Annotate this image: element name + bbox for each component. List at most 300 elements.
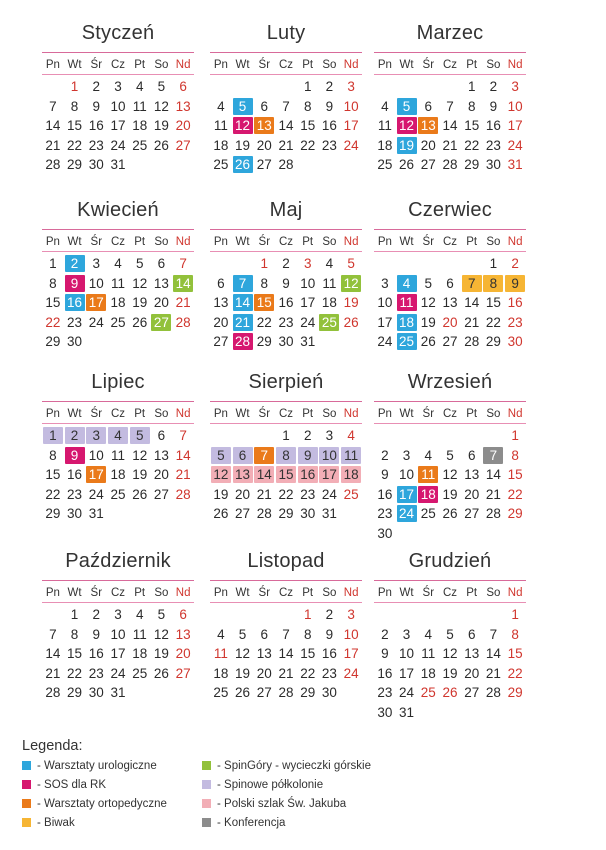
day-cell [319, 446, 341, 466]
weekday-header [210, 233, 362, 251]
day-cell [85, 446, 107, 466]
day-cell [42, 485, 64, 505]
day-cell [42, 254, 64, 274]
month-title: Październik [65, 550, 171, 572]
day-number: 5 [157, 79, 166, 94]
day-cell [340, 116, 362, 136]
weekday-divider [210, 251, 362, 252]
weekday-label: Pn [377, 408, 392, 420]
event-day: 21 [233, 314, 253, 331]
day-number: 19 [132, 295, 148, 310]
day-number: 10 [88, 447, 104, 463]
weekday-label: Nd [175, 236, 191, 248]
day-cell [483, 683, 505, 703]
day-number: 24 [110, 665, 126, 681]
week-row [374, 313, 526, 333]
day-cell [64, 274, 86, 294]
day-number: 3 [92, 256, 101, 271]
day-cell [340, 254, 362, 274]
day-cell [232, 504, 254, 524]
weekday-label: Pn [45, 59, 60, 71]
empty-cell [172, 332, 194, 352]
day-cell [461, 504, 483, 524]
weekday-label: Nd [507, 236, 523, 248]
weekday-header [42, 56, 194, 74]
legend-swatch [22, 818, 31, 827]
day-cell [172, 664, 194, 684]
day-cell [151, 465, 173, 485]
day-cell [319, 136, 341, 156]
day-number: 27 [464, 506, 480, 521]
empty-cell [151, 683, 173, 703]
day-number: 30 [278, 334, 294, 349]
day-cell [319, 254, 341, 274]
weekday-label: So [322, 408, 337, 420]
day-number: 25 [343, 486, 359, 502]
day-cell [504, 136, 526, 156]
weekday-label: Pn [377, 59, 392, 71]
day-cell [107, 293, 129, 313]
day-number: 12 [153, 626, 169, 642]
day-number: 26 [399, 157, 415, 172]
day-cell [253, 116, 275, 136]
month-title-divider [210, 401, 362, 402]
legend-title: Legenda: [22, 738, 83, 754]
day-number: 20 [153, 295, 169, 310]
day-cell [297, 426, 319, 446]
day-cell [461, 664, 483, 684]
day-cell [253, 485, 275, 505]
day-cell [461, 77, 483, 97]
empty-cell [396, 254, 418, 274]
day-number: 4 [424, 447, 433, 463]
day-number: 8 [70, 98, 79, 114]
empty-cell [253, 605, 275, 625]
day-cell [64, 77, 86, 97]
day-cell [374, 313, 396, 333]
empty-cell [340, 332, 362, 352]
empty-cell [374, 254, 396, 274]
day-number: 12 [420, 295, 436, 310]
day-number: 8 [303, 98, 312, 114]
day-cell [42, 313, 64, 333]
event-day: 5 [211, 447, 231, 464]
weekday-label: Śr [422, 408, 435, 420]
empty-cell [129, 683, 151, 703]
day-number: 18 [110, 295, 126, 310]
day-number: 31 [321, 506, 337, 521]
day-number: 3 [114, 607, 122, 622]
day-number: 9 [489, 98, 498, 114]
week-row [42, 426, 194, 446]
day-cell [483, 504, 505, 524]
day-cell [439, 332, 461, 352]
day-cell [374, 664, 396, 684]
legend-item [22, 776, 202, 793]
day-number: 2 [282, 256, 290, 271]
day-number: 24 [377, 334, 393, 349]
day-cell [210, 683, 232, 703]
day-cell [439, 664, 461, 684]
day-number: 18 [420, 665, 436, 681]
week-row [374, 485, 526, 505]
month-title-divider [42, 580, 194, 581]
empty-cell [232, 605, 254, 625]
event-day: 17 [86, 466, 106, 483]
legend-item [202, 757, 442, 774]
day-cell [319, 465, 341, 485]
month-title: Kwiecień [77, 199, 159, 221]
day-cell [42, 426, 64, 446]
day-number: 8 [70, 626, 79, 642]
month-7 [42, 367, 194, 524]
day-number: 6 [179, 79, 187, 94]
day-number: 24 [88, 314, 104, 330]
day-number: 2 [381, 626, 389, 642]
event-day: 11 [341, 447, 361, 464]
weekday-header [210, 405, 362, 423]
weekday-label: Nd [343, 408, 359, 420]
day-number: 12 [442, 467, 458, 482]
day-cell [504, 426, 526, 446]
day-cell [85, 664, 107, 684]
day-number: 1 [282, 428, 290, 443]
day-cell [85, 97, 107, 117]
day-number: 17 [399, 665, 415, 681]
empty-cell [439, 254, 461, 274]
day-number: 25 [110, 314, 126, 330]
day-cell [439, 625, 461, 645]
day-number: 20 [442, 314, 458, 330]
week-row [210, 97, 362, 117]
legend-swatch [22, 799, 31, 808]
day-cell [232, 644, 254, 664]
day-cell [210, 136, 232, 156]
empty-cell [461, 426, 483, 446]
day-cell [275, 426, 297, 446]
day-cell [483, 274, 505, 294]
day-cell [297, 136, 319, 156]
day-number: 2 [92, 79, 101, 94]
day-cell [64, 504, 86, 524]
event-day: 12 [341, 275, 361, 292]
day-number: 11 [213, 118, 228, 133]
day-number: 15 [67, 118, 83, 133]
day-cell [172, 465, 194, 485]
day-cell [275, 446, 297, 466]
day-number: 2 [325, 79, 334, 94]
day-cell [129, 465, 151, 485]
day-cell [275, 485, 297, 505]
day-cell [319, 426, 341, 446]
weekday-divider [42, 251, 194, 252]
day-number: 31 [110, 685, 126, 700]
day-number: 24 [88, 486, 104, 502]
day-cell [129, 446, 151, 466]
day-cell [107, 644, 129, 664]
day-number: 28 [278, 685, 294, 700]
legend-item [22, 814, 202, 831]
weekday-header [42, 405, 194, 423]
week-row [210, 332, 362, 352]
day-cell [64, 426, 86, 446]
day-cell [42, 97, 64, 117]
day-cell [439, 116, 461, 136]
day-cell [374, 504, 396, 524]
day-cell [172, 274, 194, 294]
day-cell [396, 293, 418, 313]
day-cell [374, 524, 396, 544]
weekday-header [374, 233, 526, 251]
day-cell [504, 293, 526, 313]
empty-cell [340, 683, 362, 703]
day-cell [85, 485, 107, 505]
day-cell [85, 683, 107, 703]
day-cell [172, 77, 194, 97]
event-day: 3 [86, 427, 106, 444]
day-cell [461, 644, 483, 664]
day-cell [417, 155, 439, 175]
day-number: 11 [110, 447, 125, 463]
week-row [210, 485, 362, 505]
day-cell [297, 504, 319, 524]
weekday-label: Nd [507, 59, 523, 71]
day-number: 6 [179, 607, 187, 622]
day-cell [417, 274, 439, 294]
weekday-label: Pt [134, 408, 146, 420]
day-number: 28 [175, 486, 191, 502]
day-cell [232, 313, 254, 333]
legend-swatch [22, 780, 31, 789]
day-number: 29 [507, 506, 523, 521]
day-number: 29 [464, 157, 480, 172]
week-row [210, 116, 362, 136]
day-cell [85, 644, 107, 664]
day-number: 28 [278, 157, 294, 172]
week-row [42, 644, 194, 664]
day-cell [210, 446, 232, 466]
day-cell [172, 446, 194, 466]
month-11 [210, 546, 362, 703]
day-cell [232, 332, 254, 352]
day-number: 22 [300, 137, 316, 153]
day-number: 25 [110, 486, 126, 502]
day-cell [297, 97, 319, 117]
day-cell [504, 683, 526, 703]
legend-label: - Polski szlak Św. Jakuba [217, 797, 347, 810]
day-cell [253, 274, 275, 294]
day-cell [297, 77, 319, 97]
day-number: 24 [110, 137, 126, 153]
day-cell [319, 664, 341, 684]
day-number: 26 [153, 137, 169, 153]
day-number: 20 [464, 486, 480, 502]
day-cell [396, 644, 418, 664]
day-number: 25 [213, 157, 229, 172]
day-cell [151, 446, 173, 466]
day-cell [297, 664, 319, 684]
event-day: 1 [43, 427, 63, 444]
day-cell [85, 293, 107, 313]
weekday-label: Śr [258, 587, 271, 599]
day-cell [319, 313, 341, 333]
week-row [374, 332, 526, 352]
week-row [374, 274, 526, 294]
day-number: 13 [442, 295, 458, 310]
day-number: 14 [485, 467, 501, 482]
weekday-label: Wt [235, 236, 250, 248]
day-number: 6 [424, 98, 433, 114]
day-cell [396, 485, 418, 505]
weekday-label: Pt [466, 59, 478, 71]
week-row [210, 313, 362, 333]
day-cell [439, 136, 461, 156]
event-day: 24 [397, 505, 417, 522]
day-cell [439, 274, 461, 294]
day-cell [396, 625, 418, 645]
day-number: 19 [132, 467, 148, 482]
week-row [42, 504, 194, 524]
day-cell [275, 644, 297, 664]
weekday-label: Pn [213, 59, 228, 71]
day-number: 24 [343, 665, 359, 681]
event-day: 5 [233, 98, 253, 115]
day-number: 17 [507, 118, 523, 133]
week-row [42, 77, 194, 97]
day-number: 15 [300, 646, 316, 661]
week-row [374, 426, 526, 446]
day-cell [129, 426, 151, 446]
day-cell [439, 465, 461, 485]
day-number: 6 [217, 275, 225, 291]
day-cell [297, 485, 319, 505]
weekday-label: So [154, 59, 169, 71]
day-cell [107, 254, 129, 274]
day-number: 17 [300, 295, 316, 310]
day-cell [129, 97, 151, 117]
day-number: 3 [347, 79, 355, 94]
weekday-label: Pt [134, 236, 146, 248]
month-5 [210, 195, 362, 352]
day-cell [210, 274, 232, 294]
day-cell [504, 446, 526, 466]
day-number: 13 [213, 295, 229, 310]
day-number: 2 [92, 607, 101, 622]
day-number: 28 [45, 157, 61, 172]
empty-cell [461, 703, 483, 723]
week-row [210, 504, 362, 524]
empty-cell [42, 77, 64, 97]
empty-cell [374, 426, 396, 446]
empty-cell [396, 426, 418, 446]
day-number: 23 [377, 506, 393, 521]
weekday-header [210, 56, 362, 74]
day-number: 30 [88, 157, 104, 172]
day-cell [107, 426, 129, 446]
day-cell [232, 485, 254, 505]
day-cell [275, 332, 297, 352]
day-number: 3 [114, 79, 122, 94]
day-cell [396, 136, 418, 156]
day-number: 25 [420, 506, 436, 521]
day-cell [483, 485, 505, 505]
day-cell [232, 293, 254, 313]
day-number: 7 [282, 98, 290, 114]
day-cell [439, 97, 461, 117]
day-cell [64, 116, 86, 136]
day-cell [396, 683, 418, 703]
day-cell [461, 683, 483, 703]
day-number: 10 [300, 275, 316, 291]
day-cell [461, 446, 483, 466]
day-cell [417, 644, 439, 664]
day-cell [319, 274, 341, 294]
day-cell [107, 274, 129, 294]
empty-cell [275, 77, 297, 97]
day-cell [172, 605, 194, 625]
day-cell [85, 155, 107, 175]
day-number: 31 [507, 157, 523, 172]
weekday-label: Cz [110, 587, 126, 599]
day-cell [439, 155, 461, 175]
day-cell [504, 465, 526, 485]
day-number: 21 [442, 137, 458, 153]
day-number: 9 [381, 467, 389, 482]
day-number: 5 [135, 256, 144, 271]
weekday-divider [210, 74, 362, 75]
weekday-divider [42, 602, 194, 603]
weekday-label: Śr [90, 587, 103, 599]
weekday-label: Wt [399, 408, 414, 420]
weekday-label: Pn [377, 587, 392, 599]
legend-list [22, 757, 582, 831]
day-number: 6 [446, 275, 454, 291]
day-cell [210, 644, 232, 664]
day-number: 16 [278, 295, 294, 310]
week-row [42, 332, 194, 352]
month-10 [42, 546, 194, 703]
month-3 [374, 18, 526, 175]
day-number: 7 [179, 428, 187, 443]
day-cell [129, 625, 151, 645]
day-number: 26 [420, 334, 436, 349]
day-number: 2 [511, 256, 519, 271]
weekday-label: Nd [343, 236, 359, 248]
day-cell [396, 274, 418, 294]
month-9 [374, 367, 526, 543]
day-number: 4 [325, 256, 334, 271]
day-number: 4 [135, 607, 144, 622]
day-cell [64, 465, 86, 485]
day-cell [232, 664, 254, 684]
day-cell [483, 254, 505, 274]
day-number: 27 [153, 486, 169, 502]
week-row [210, 625, 362, 645]
day-number: 21 [485, 486, 501, 502]
weekday-label: Pn [45, 587, 60, 599]
day-number: 16 [88, 118, 104, 133]
day-number: 12 [132, 447, 148, 463]
day-number: 21 [175, 295, 191, 310]
day-cell [129, 644, 151, 664]
day-number: 15 [485, 295, 501, 310]
day-number: 17 [343, 118, 359, 133]
day-number: 26 [442, 506, 458, 521]
day-cell [297, 644, 319, 664]
day-cell [253, 293, 275, 313]
month-6 [374, 195, 526, 352]
day-number: 28 [464, 334, 480, 349]
